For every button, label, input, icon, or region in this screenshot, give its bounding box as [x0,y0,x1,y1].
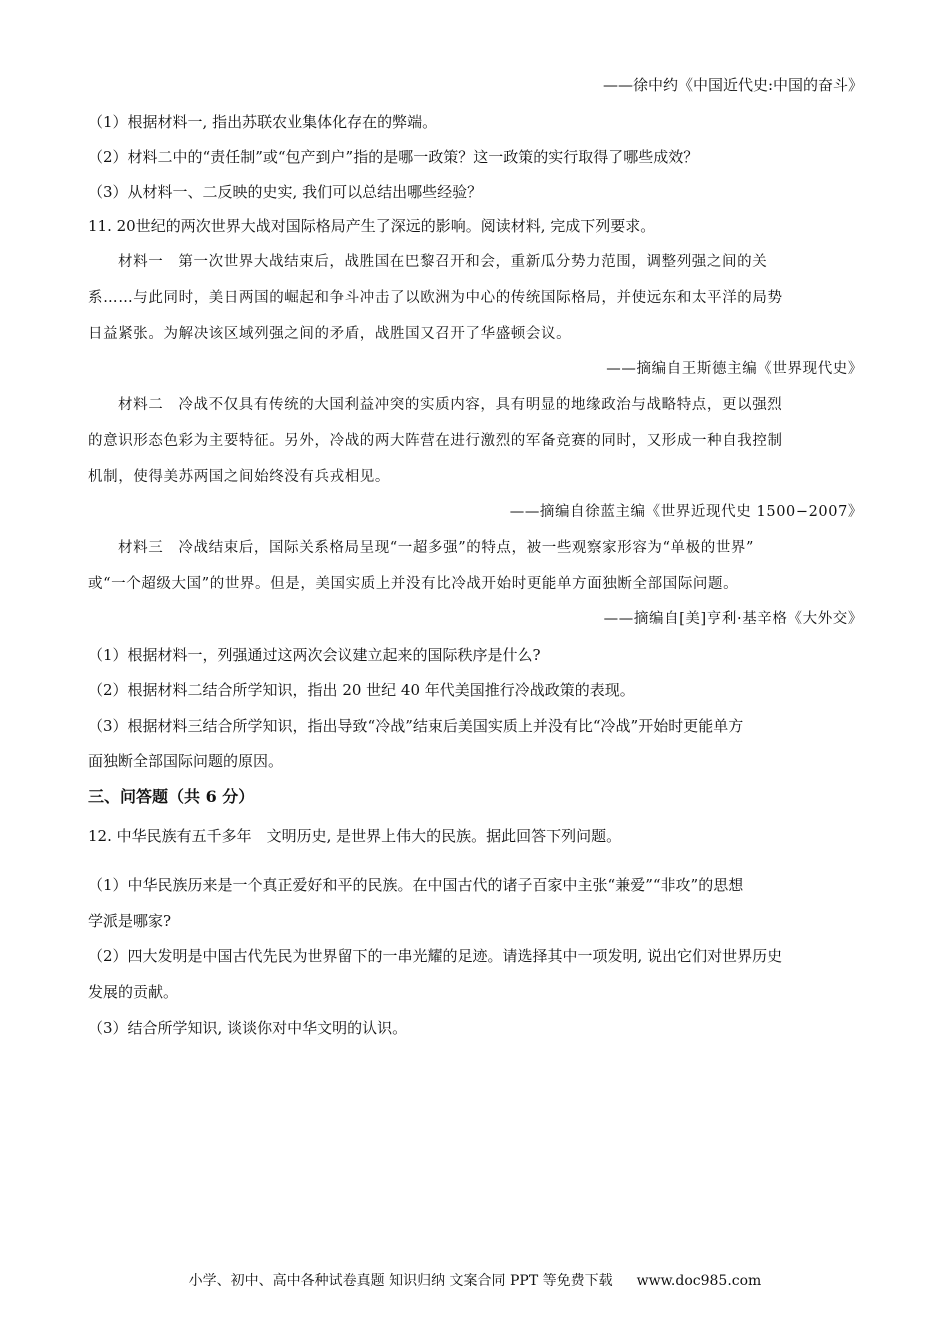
question-11-2: （2）根据材料二结合所学知识，指出 20 世纪 40 年代美国推行冷战政策的表现。 [88,681,635,699]
question-11-3-line-1: （3）根据材料三结合所学知识，指出导致“冷战”结束后美国实质上并没有比“冷战”开始时更能单方 [88,717,744,735]
material-2-line-3: 机制，使得美苏两国之间始终没有兵戎相见。 [88,469,390,485]
question-12-stem: 12. 中华民族有五千多年 文明历史, 是世界上伟大的民族。据此回答下列问题。 [88,827,622,845]
material-2-line-1: 材料二 冷战不仅具有传统的大国利益冲突的实质内容，具有明显的地缘政治与战略特点，更以强烈 [118,397,783,413]
question-10-2: （2）材料二中的“责任制”或“包产到户”指的是哪一政策？这一政策的实行取得了哪些成效？ [88,148,699,166]
section-heading: 三、问答题（共 6 分） [88,787,255,806]
page-footer [0,1270,950,1290]
question-12-1-line-1: （1）中华民族历来是一个真正爱好和平的民族。在中国古代的诸子百家中主张“兼爱”“非攻”的思想 [88,876,744,894]
material-1-line-3: 日益紧张。为解决该区域列强之间的矛盾，战胜国又召开了华盛顿会议。 [88,326,572,342]
material-3-line-1: 材料三 冷战结束后，国际关系格局呈现“一超多强”的特点，被一些观察家形容为“单极的世界” [118,540,755,556]
source-citation: ——徐中约《中国近代史:中国的奋斗》 [602,76,863,94]
question-11-1: （1）根据材料一，列强通过这两次会议建立起来的国际秩序是什么? [88,646,541,664]
question-12-2-line-1: （2）四大发明是中国古代先民为世界留下的一串光耀的足迹。请选择其中一项发明, 说出它们对世界历史 [88,947,783,965]
footer-text: 小学、初中、高中各种试卷真题 知识归纳 文案合同 PPT 等免费下载 [188,1273,613,1289]
material-1-line-2: 系……与此同时，美日两国的崛起和争斗冲击了以欧洲为中心的传统国际格局，并使远东和太平洋的局势 [88,290,783,306]
question-12-2-line-2: 发展的贡献。 [88,983,179,1001]
question-11-3-line-2: 面独断全部国际问题的原因。 [88,752,284,770]
material-3-source: ——摘编自[美]亨利·基辛格《大外交》 [603,611,863,627]
material-2-line-2: 的意识形态色彩为主要特征。另外，冷战的两大阵营在进行激烈的军备竞赛的同时，又形成一种自我控制 [88,433,783,449]
question-12-3: （3）结合所学知识, 谈谈你对中华文明的认识。 [88,1019,408,1037]
question-10-3: （3）从材料一、二反映的史实, 我们可以总结出哪些经验？ [88,183,483,201]
material-3-line-2: 或“一个超级大国”的世界。但是，美国实质上并没有比冷战开始时更能单方面独断全部国际问题。 [88,576,739,592]
material-1-source: ——摘编自王斯德主编《世界现代史》 [606,361,863,377]
question-10-1: （1）根据材料一, 指出苏联农业集体化存在的弊端。 [88,113,438,131]
material-1-line-1: 材料一 第一次世界大战结束后，战胜国在巴黎召开和会，重新瓜分势力范围，调整列强之间的关 [118,254,768,270]
question-11-stem: 11. 20世纪的两次世界大战对国际格局产生了深远的影响。阅读材料, 完成下列要求。 [88,217,656,235]
footer-url-link[interactable]: www.doc985.com [636,1273,762,1289]
question-12-1-line-2: 学派是哪家? [88,912,172,930]
material-2-source: ——摘编自徐蓝主编《世界近现代史 1500−2007》 [509,504,863,520]
